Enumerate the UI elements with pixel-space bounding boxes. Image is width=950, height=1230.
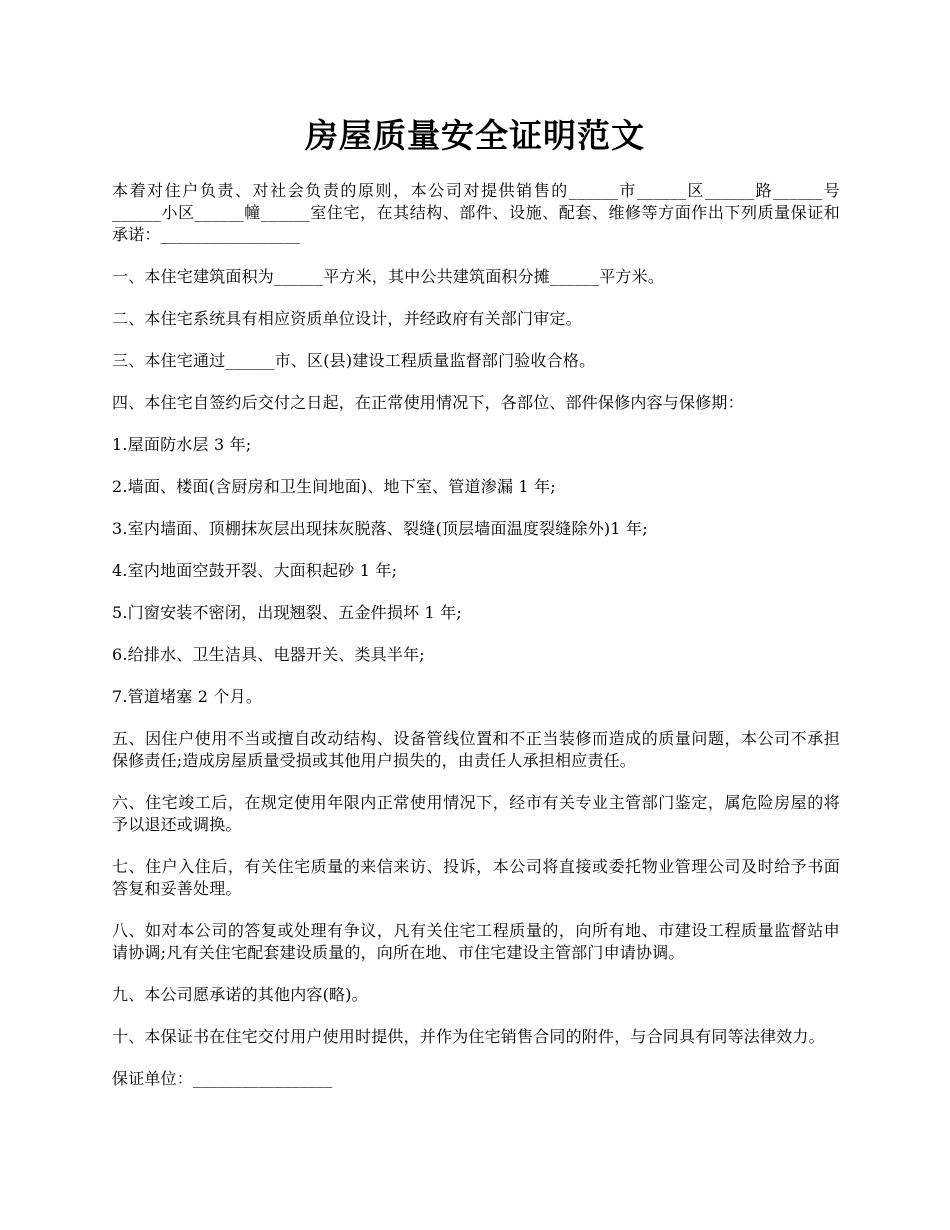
warranty-item-6: 6.给排水、卫生洁具、电器开关、类具半年;	[112, 645, 425, 664]
intro-paragraph: 本着对住户负责、对社会负责的原则，本公司对提供销售的______市______区______路______号______小区______幢______室住宅，在其结构、部件、设施、配套、维修等方面作出下列质量保证和承诺：_________________	[112, 181, 840, 244]
clause-7: 七、住户入住后，有关住宅质量的来信来访、投诉，本公司将直接或委托物业管理公司及时给予书面答复和妥善处理。	[112, 857, 840, 898]
clause-9: 九、本公司愿承诺的其他内容(略)。	[112, 985, 368, 1004]
warranty-item-1: 1.屋面防水层 3 年;	[112, 435, 252, 454]
clause-2: 二、本住宅系统具有相应资质单位设计，并经政府有关部门审定。	[112, 309, 582, 328]
clause-10: 十、本保证书在住宅交付用户使用时提供，并作为住宅销售合同的附件，与合同具有同等法律效力。	[112, 1027, 825, 1046]
clause-6: 六、住宅竣工后，在规定使用年限内正常使用情况下，经市有关专业主管部门鉴定，属危险房屋的将予以退还或调换。	[112, 793, 840, 834]
warranty-item-7: 7.管道堵塞 2 个月。	[112, 687, 263, 706]
clause-1: 一、本住宅建筑面积为______平方米，其中公共建筑面积分摊______平方米。	[112, 267, 665, 286]
document-title: 房屋质量安全证明范文	[305, 116, 645, 155]
document-body	[112, 180, 840, 1110]
clause-3: 三、本住宅通过______市、区(县)建设工程质量监督部门验收合格。	[112, 351, 596, 370]
clause-5: 五、因住户使用不当或擅自改动结构、设备管线位置和不正当装修而造成的质量问题，本公司不承担保修责任;造成房屋质量受损或其他用户损失的，由责任人承担相应责任。	[112, 729, 840, 770]
warranty-item-2: 2.墙面、楼面(含厨房和卫生间地面)、地下室、管道渗漏 1 年;	[112, 477, 556, 496]
guarantor-line: 保证单位：_________________	[112, 1069, 333, 1088]
warranty-item-4: 4.室内地面空鼓开裂、大面积起砂 1 年;	[112, 561, 398, 580]
clause-8: 八、如对本公司的答复或处理有争议，凡有关住宅工程质量的，向所有地、市建设工程质量监督站申请协调;凡有关住宅配套建设质量的，向所在地、市住宅建设主管部门申请协调。	[112, 921, 840, 962]
warranty-item-5: 5.门窗安装不密闭，出现翘裂、五金件损坏 1 年;	[112, 603, 463, 622]
clause-4: 四、本住宅自签约后交付之日起，在正常使用情况下，各部位、部件保修内容与保修期：	[112, 393, 744, 412]
warranty-item-3: 3.室内墙面、顶棚抹灰层出现抹灰脱落、裂缝(顶层墙面温度裂缝除外)1 年;	[112, 519, 648, 538]
